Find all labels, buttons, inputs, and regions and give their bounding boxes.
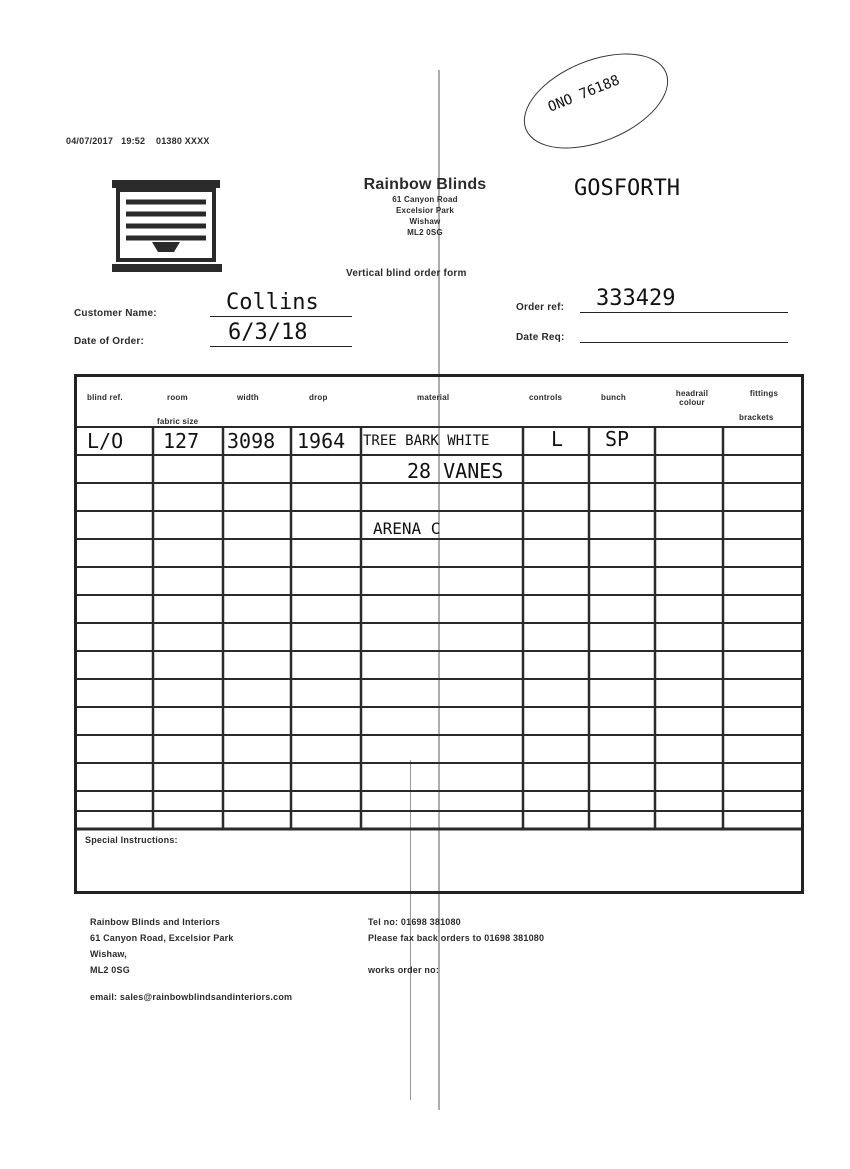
company-address-line: ML2 0SG: [407, 228, 443, 237]
header-blind-ref: blind ref.: [87, 393, 123, 402]
company-name: Rainbow Blinds: [363, 176, 487, 193]
header-controls: controls: [529, 393, 563, 402]
company-address-line: Excelsior Park: [396, 206, 454, 215]
header-material: material: [417, 393, 450, 402]
subheader-fabric-size: fabric size: [157, 417, 199, 426]
header-fittings: fittings: [749, 389, 779, 398]
header-drop: drop: [309, 393, 328, 402]
date-of-order-label: Date of Order:: [74, 336, 145, 347]
footer-line: Rainbow Blinds and Interiors: [90, 917, 221, 927]
footer-line: ML2 0SG: [90, 965, 130, 975]
footer-line: 61 Canyon Road, Excelsior Park: [90, 933, 234, 943]
header-bunch: bunch: [601, 393, 626, 402]
customer-name-field: [210, 292, 352, 317]
cell-drop: 1964: [297, 429, 346, 453]
date-req-label: Date Req:: [516, 332, 565, 343]
order-lines-table: [74, 374, 804, 894]
print-time: 19:52: [121, 136, 146, 146]
location-note: GOSFORTH: [574, 176, 680, 201]
cell-note-arena: ARENA C: [373, 519, 441, 538]
cell-controls: L: [551, 427, 564, 451]
order-ref-field: [580, 286, 788, 313]
footer-line: Wishaw,: [90, 949, 127, 959]
cell-material: TREE BARK WHITE: [363, 433, 490, 449]
footer-email: email: sales@rainbowblindsandinteriors.com: [90, 992, 293, 1002]
circled-note-text: ONO 76188: [545, 72, 623, 116]
company-address-block: [300, 176, 550, 238]
company-address-line: 61 Canyon Road: [392, 195, 458, 204]
footer-tel: Tel no: 01698 381080: [368, 917, 461, 927]
footer-address-block: [90, 914, 234, 978]
company-address-line: Wishaw: [409, 217, 441, 226]
subheader-brackets: brackets: [739, 413, 774, 422]
order-ref-label: Order ref:: [516, 302, 565, 313]
date-of-order-field: [210, 322, 352, 347]
header-width: width: [237, 393, 259, 402]
cell-note-vanes: 28 VANES: [407, 459, 504, 483]
print-date: 04/07/2017: [66, 136, 114, 146]
date-of-order-value: 6/3/18: [228, 320, 308, 345]
cell-width: 3098: [227, 429, 276, 453]
order-ref-value: 333429: [596, 286, 676, 311]
customer-name-label: Customer Name:: [74, 308, 157, 319]
header-room: room: [167, 393, 188, 402]
cell-blind-ref: L/O: [87, 429, 124, 453]
circled-note-ring: [510, 35, 682, 168]
print-ref: 01380 XXXX: [156, 136, 210, 146]
table-grid-lines: [77, 377, 801, 891]
footer-fax: Please fax back orders to 01698 381080: [368, 933, 545, 943]
form-title: Vertical blind order form: [346, 268, 467, 279]
header-headrail-colour: headrail colour: [675, 389, 709, 407]
print-meta-line: [66, 136, 210, 146]
footer-works-order: works order no:: [368, 965, 440, 975]
cell-room: 127: [163, 429, 200, 453]
cell-bunch: SP: [605, 427, 630, 451]
date-req-field: [580, 324, 788, 343]
customer-name-value: Collins: [226, 290, 319, 315]
footer-contact-block: [368, 914, 544, 978]
company-logo-icon: [108, 178, 224, 274]
special-instructions-label: Special Instructions:: [85, 835, 178, 845]
